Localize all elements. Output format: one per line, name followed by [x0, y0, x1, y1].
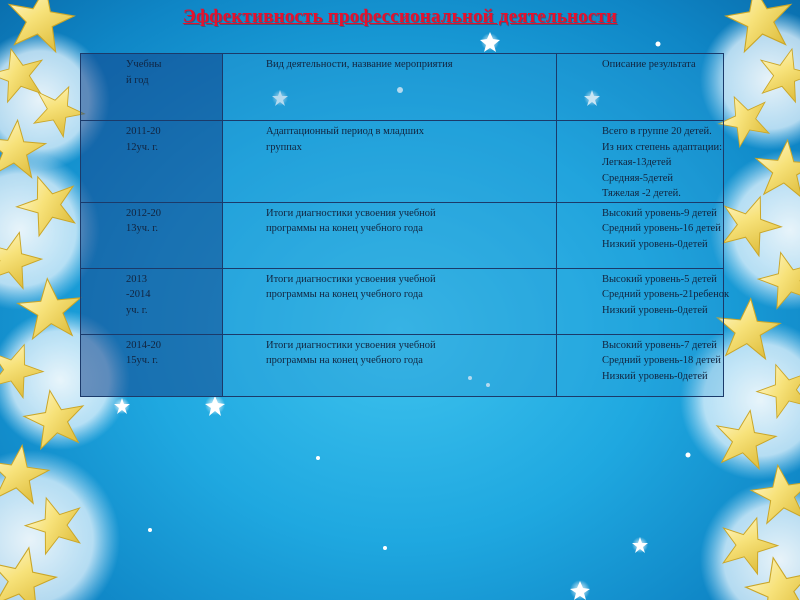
result-line: Высокий уровень-9 детей — [602, 207, 717, 219]
result-line: Низкий уровень-0детей — [602, 238, 708, 250]
activity-line: группах — [266, 141, 302, 153]
result-cell — [557, 268, 730, 334]
year-cell — [81, 202, 223, 268]
result-line: Из них степень адаптации: — [602, 141, 722, 153]
result-line: Высокий уровень-5 детей — [602, 273, 717, 285]
header-year-line: й год — [126, 74, 149, 86]
result-line: Низкий уровень-0детей — [602, 370, 708, 382]
header-result-line: Описание результата — [602, 59, 696, 70]
year-line: 13уч. г. — [126, 223, 159, 234]
result-line: Легкая-13детей — [602, 157, 672, 168]
activity-line: программы на конец учебного года — [266, 223, 423, 234]
activity-cell — [223, 334, 557, 397]
year-cell — [81, 121, 223, 203]
header-year-line: Учебны — [126, 59, 162, 70]
header-activity — [223, 54, 557, 121]
result-cell — [557, 202, 724, 268]
table-row — [81, 121, 724, 203]
year-line: 2012-20 — [126, 207, 161, 219]
year-cell — [81, 268, 223, 334]
result-line: Низкий уровень-0детей — [602, 304, 708, 316]
activity-cell — [223, 121, 557, 203]
activity-cell — [223, 268, 557, 334]
result-cell — [557, 121, 724, 203]
activity-line: Итоги диагностики усвоения учебной — [266, 207, 436, 219]
result-line: Всего в группе 20 детей. — [602, 126, 712, 137]
year-line: 2011-20 — [126, 126, 161, 137]
header-activity-line: Вид деятельности, название мероприятия — [266, 59, 453, 70]
year-line: уч. г. — [126, 304, 148, 316]
activity-line: Итоги диагностики усвоения учебной — [266, 273, 436, 285]
year-line: 2014-20 — [126, 339, 161, 351]
result-line: Тяжелая -2 детей. — [602, 188, 681, 199]
activity-cell — [223, 202, 557, 268]
table-row — [81, 334, 724, 397]
header-result — [557, 54, 724, 121]
results-table-container — [80, 53, 730, 397]
result-cell — [557, 334, 724, 397]
result-line: Средняя-5детей — [602, 172, 674, 184]
result-line: Средний уровень-16 детей — [602, 223, 721, 234]
year-cell — [81, 334, 223, 397]
result-line: Средний уровень-21ребенок — [602, 289, 730, 300]
table-header-row — [81, 54, 724, 121]
result-line: Средний уровень-18 детей — [602, 355, 721, 366]
page-title: Эффективность профессиональной деятельности — [182, 6, 618, 27]
year-line: -2014 — [126, 289, 151, 300]
header-year — [81, 54, 223, 121]
table-row — [81, 268, 724, 334]
activity-line: программы на конец учебного года — [266, 355, 423, 366]
activity-line: Адаптационный период в младших — [266, 126, 424, 137]
results-table — [80, 53, 730, 397]
year-line: 15уч. г. — [126, 355, 159, 366]
activity-line: Итоги диагностики усвоения учебной — [266, 339, 436, 351]
activity-line: программы на конец учебного года — [266, 289, 423, 300]
year-line: 12уч. г. — [126, 141, 159, 153]
table-row — [81, 202, 724, 268]
year-line: 2013 — [126, 273, 147, 285]
result-line: Высокий уровень-7 детей — [602, 339, 717, 351]
